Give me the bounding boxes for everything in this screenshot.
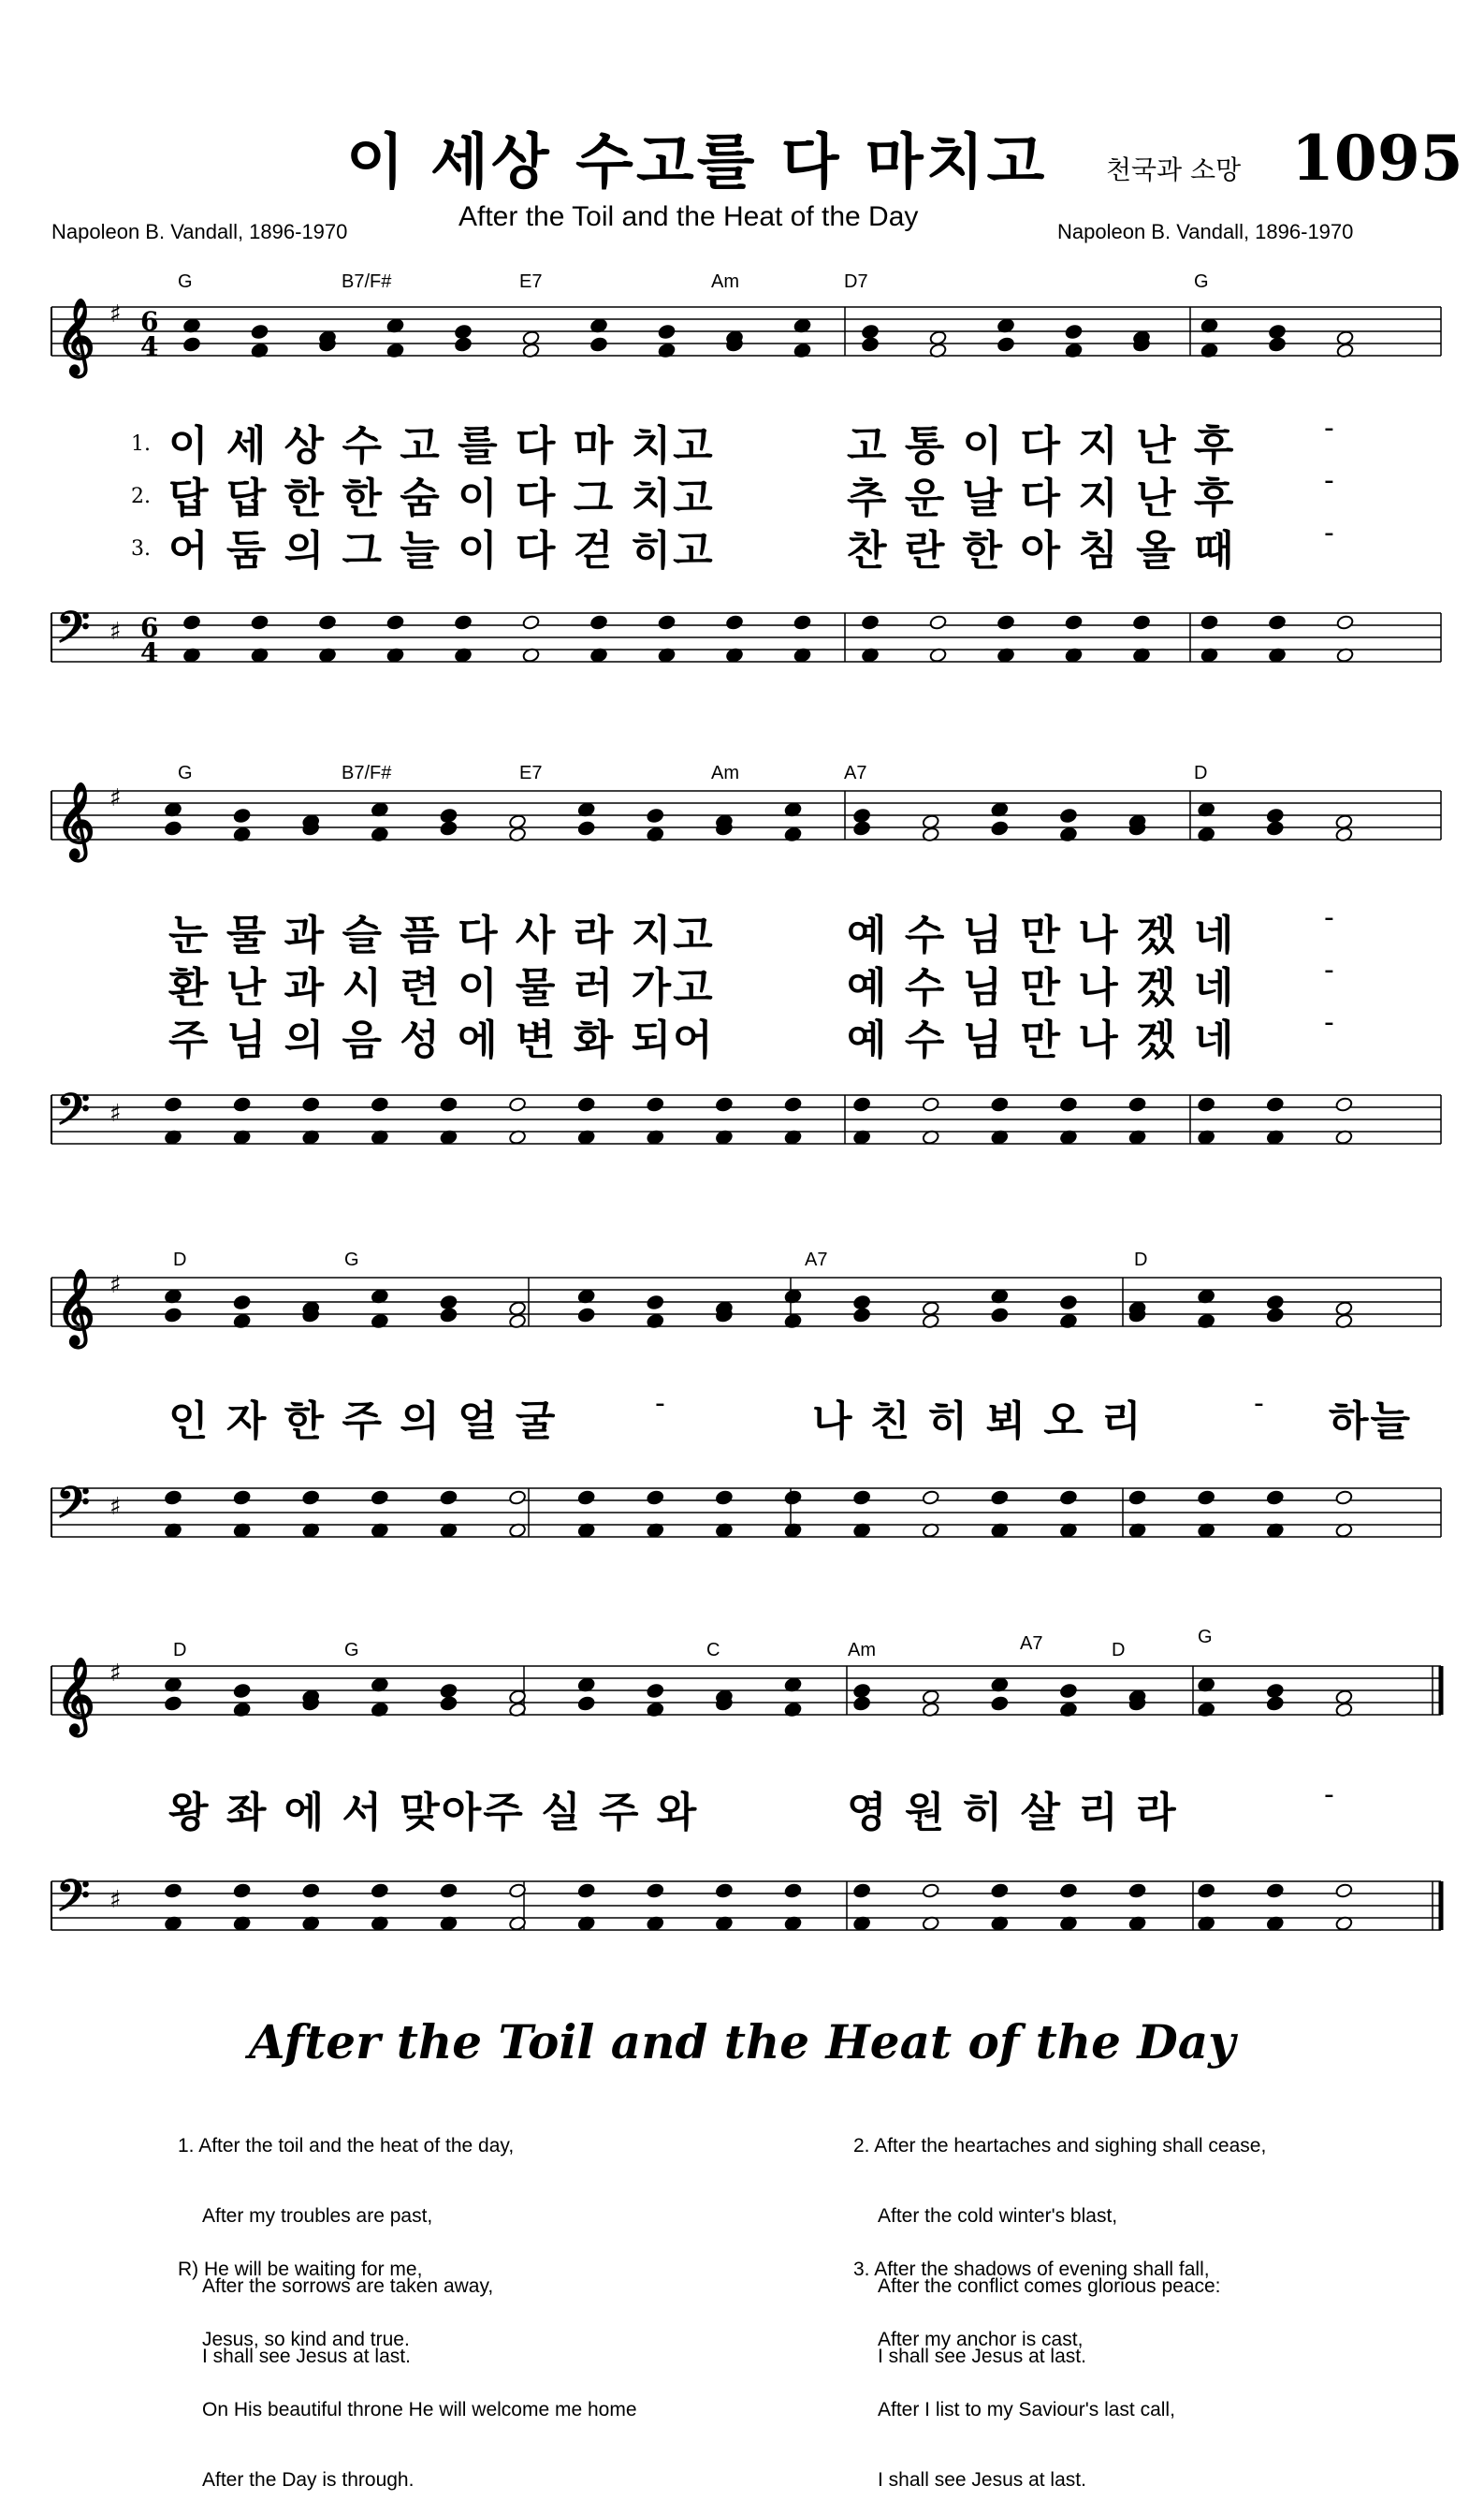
note-head	[1266, 808, 1284, 824]
note-head	[991, 1097, 1009, 1113]
note-head	[922, 1490, 939, 1506]
note-head	[1266, 1683, 1284, 1699]
note-head	[861, 615, 879, 631]
note-head	[853, 1696, 871, 1712]
note-head	[440, 1490, 458, 1506]
note-head	[164, 1490, 182, 1506]
note-head	[233, 1490, 251, 1506]
verse-line: 3. After the shadows of evening shall fall,	[853, 2259, 1210, 2280]
note-head	[454, 324, 472, 340]
chord-symbol: G	[344, 1640, 359, 1660]
note-head	[440, 1294, 458, 1310]
lyric-dash: -	[1324, 517, 1336, 549]
note-head	[1198, 1883, 1215, 1899]
note-head	[371, 1097, 388, 1113]
lyric-dash: -	[1324, 464, 1336, 497]
note-head	[1198, 1097, 1215, 1113]
note-head	[508, 1490, 526, 1506]
note-head	[991, 821, 1009, 837]
note-head	[1128, 1883, 1146, 1899]
note-head	[302, 1883, 320, 1899]
verse-line: I shall see Jesus at last.	[878, 2469, 1086, 2491]
note-head	[440, 1308, 458, 1323]
note-head	[922, 1883, 939, 1899]
english-refrain	[178, 2211, 637, 2515]
sharp-icon: ♯	[109, 300, 122, 329]
note-head	[233, 1883, 251, 1899]
note-head	[577, 1490, 595, 1506]
note-head	[784, 1097, 802, 1113]
time-signature-bottom: 4	[140, 637, 159, 668]
note-head	[929, 615, 947, 631]
verse-number: 1.	[131, 432, 151, 456]
lyric-dash: -	[1254, 1387, 1266, 1420]
note-head	[922, 1097, 939, 1113]
note-head	[853, 1097, 871, 1113]
chord-symbol: G	[178, 763, 193, 783]
verse-line: After the conflict comes glorious peace:	[878, 2275, 1221, 2297]
chord-symbol: Am	[848, 1640, 876, 1660]
chord-symbol: G	[344, 1250, 359, 1270]
treble-clef-icon: 𝄞	[56, 1268, 95, 1345]
lyric-dash: -	[1324, 1006, 1336, 1039]
verse-line: After my troubles are past,	[202, 2205, 433, 2227]
note-head	[861, 324, 879, 340]
verse-line: After the sorrows are taken away,	[202, 2275, 494, 2297]
note-head	[1266, 1308, 1284, 1323]
time-signature-bottom: 4	[140, 331, 159, 362]
note-head	[647, 808, 664, 824]
note-head	[1059, 1683, 1077, 1699]
note-head	[371, 1883, 388, 1899]
lyric-line: 예 수 님 만 나 겠 네	[847, 912, 1236, 959]
note-head	[1059, 1097, 1077, 1113]
note-head	[1266, 1490, 1284, 1506]
note-head	[577, 1308, 595, 1323]
time-signature-top: 6	[140, 306, 159, 337]
note-head	[1059, 1490, 1077, 1506]
verse-line: After my anchor is cast,	[878, 2329, 1084, 2350]
sharp-icon: ♯	[109, 618, 122, 646]
note-head	[577, 1883, 595, 1899]
treble-clef-icon: 𝄞	[56, 782, 95, 858]
lyric-dash: -	[655, 1387, 667, 1420]
note-head	[251, 615, 269, 631]
note-head	[1059, 1883, 1077, 1899]
note-head	[440, 1883, 458, 1899]
note-head	[577, 821, 595, 837]
note-head	[508, 1097, 526, 1113]
verse-line: After the cold winter's blast,	[878, 2205, 1118, 2227]
verse-line: On His beautiful throne He will welcome me home	[202, 2399, 637, 2420]
note-head	[853, 1294, 871, 1310]
note-head	[251, 324, 269, 340]
note-head	[302, 1490, 320, 1506]
lyric-line: 환 난 과 시 련 이 물 러 가고	[168, 964, 715, 1012]
chord-symbol: B7/F#	[342, 763, 392, 783]
note-head	[647, 1294, 664, 1310]
sharp-icon: ♯	[109, 784, 122, 812]
chord-symbol: A7	[1020, 1633, 1043, 1654]
note-head	[1266, 1097, 1284, 1113]
chord-symbol: A7	[805, 1250, 828, 1270]
sharp-icon: ♯	[109, 1100, 122, 1128]
note-head	[233, 1294, 251, 1310]
note-head	[853, 1308, 871, 1323]
note-head	[715, 1490, 733, 1506]
note-head	[522, 615, 540, 631]
verse-line: 1. After the toil and the heat of the day,	[178, 2135, 515, 2157]
note-head	[853, 1683, 871, 1699]
note-head	[1128, 1490, 1146, 1506]
bass-clef-icon: 𝄢	[56, 1085, 91, 1146]
note-head	[725, 615, 743, 631]
note-head	[577, 1696, 595, 1712]
note-head	[440, 1696, 458, 1712]
english-title: After the Toil and the Heat of the Day	[248, 2014, 1236, 2069]
lyric-dash: -	[1324, 1778, 1336, 1811]
verse-number: 3.	[131, 537, 151, 561]
note-head	[589, 337, 607, 353]
lyric-line: 이 세 상 수 고 를 다 마 치고	[168, 422, 715, 470]
chord-symbol: D	[173, 1640, 187, 1660]
note-head	[1336, 615, 1354, 631]
note-head	[182, 337, 200, 353]
lyric-line: 예 수 님 만 나 겠 네	[847, 964, 1236, 1012]
note-head	[647, 1683, 664, 1699]
note-head	[1198, 1490, 1215, 1506]
treble-clef-icon: 𝄞	[56, 298, 95, 374]
chord-symbol: D	[1134, 1250, 1148, 1270]
chord-symbol: Am	[711, 271, 739, 292]
chord-symbol: G	[1198, 1627, 1213, 1647]
lyric-line: 영 원 히 살 리 라	[847, 1789, 1178, 1836]
chord-symbol: G	[178, 271, 193, 292]
credit-left: Napoleon B. Vandall, 1896-1970	[51, 220, 348, 243]
note-head	[1268, 324, 1286, 340]
chord-symbol: D	[173, 1250, 187, 1270]
note-head	[853, 821, 871, 837]
chord-symbol: D	[1112, 1640, 1126, 1660]
lyric-line: 찬 란 한 아 침 올 때	[847, 527, 1236, 575]
note-head	[784, 1883, 802, 1899]
note-head	[164, 1097, 182, 1113]
note-head	[182, 615, 200, 631]
note-head	[793, 615, 811, 631]
lyric-dash: -	[1324, 901, 1336, 934]
verse-line: After the Day is through.	[202, 2469, 415, 2491]
note-head	[647, 1490, 664, 1506]
note-head	[853, 1490, 871, 1506]
verse-line: R) He will be waiting for me,	[178, 2259, 423, 2280]
note-head	[647, 1097, 664, 1113]
note-head	[386, 615, 404, 631]
lyric-line: 추 운 날 다 지 난 후	[847, 475, 1236, 522]
note-head	[853, 1883, 871, 1899]
note-head	[647, 1883, 664, 1899]
chord-symbol: E7	[519, 271, 543, 292]
sharp-icon: ♯	[109, 1493, 122, 1521]
note-head	[1059, 1294, 1077, 1310]
bass-clef-icon: 𝄢	[56, 603, 91, 664]
note-head	[454, 337, 472, 353]
note-head	[861, 337, 879, 353]
note-head	[991, 1883, 1009, 1899]
note-head	[164, 821, 182, 837]
note-head	[233, 1683, 251, 1699]
lyric-line: 왕 좌 에 서 맞아주 실 주 와	[168, 1789, 699, 1836]
chord-symbol: D7	[844, 271, 868, 292]
chord-symbol: D	[1194, 763, 1208, 783]
note-head	[371, 1490, 388, 1506]
note-head	[991, 1308, 1009, 1323]
note-head	[1065, 324, 1083, 340]
note-head	[1335, 1490, 1353, 1506]
note-head	[997, 337, 1014, 353]
credit-right: Napoleon B. Vandall, 1896-1970	[1057, 220, 1354, 243]
hymn-number: 1095	[1291, 122, 1463, 195]
note-head	[784, 1490, 802, 1506]
note-head	[589, 615, 607, 631]
note-head	[233, 1097, 251, 1113]
note-head	[577, 1097, 595, 1113]
note-head	[715, 1883, 733, 1899]
lyric-line: 눈 물 과 슬 픔 다 사 라 지고	[168, 912, 715, 959]
bass-clef-icon: 𝄢	[56, 1871, 91, 1932]
note-head	[991, 1696, 1009, 1712]
note-head	[997, 615, 1014, 631]
note-head	[658, 615, 676, 631]
note-head	[1065, 615, 1083, 631]
note-head	[1266, 1294, 1284, 1310]
lyric-line: 답 답 한 한 숨 이 다 그 치고	[168, 475, 715, 522]
verse-line: I shall see Jesus at last.	[878, 2346, 1086, 2367]
lyric-line: 어 둠 의 그 늘 이 다 걷 히고	[168, 527, 715, 575]
chord-symbol: G	[1194, 271, 1209, 292]
note-head	[454, 615, 472, 631]
lyric-dash: -	[1324, 954, 1336, 987]
sharp-icon: ♯	[109, 1886, 122, 1914]
lyric-line: 고 통 이 다 지 난 후	[847, 422, 1236, 470]
treble-clef-icon: 𝄞	[56, 1657, 95, 1733]
note-head	[233, 808, 251, 824]
chord-symbol: C	[706, 1640, 720, 1660]
note-head	[1335, 1097, 1353, 1113]
note-head	[318, 615, 336, 631]
note-head	[302, 1097, 320, 1113]
note-head	[1132, 615, 1150, 631]
bass-clef-icon: 𝄢	[56, 1478, 91, 1539]
note-head	[1059, 808, 1077, 824]
note-head	[440, 1097, 458, 1113]
lyric-line: 나 친 히 뵈 오 리	[812, 1397, 1143, 1445]
lyric-dash: -	[1324, 412, 1336, 445]
note-head	[164, 1883, 182, 1899]
lyric-line: 인 자 한 주 의 얼 굴	[168, 1397, 558, 1445]
note-head	[1128, 1097, 1146, 1113]
note-head	[1266, 1883, 1284, 1899]
note-head	[1266, 1696, 1284, 1712]
sharp-icon: ♯	[109, 1271, 122, 1299]
english-subtitle: After the Toil and the Heat of the Day	[458, 201, 919, 232]
note-head	[1266, 821, 1284, 837]
category-label: 천국과 소망	[1106, 154, 1242, 185]
note-head	[1335, 1883, 1353, 1899]
note-head	[853, 808, 871, 824]
time-signature-top: 6	[140, 612, 159, 643]
verse-line: I shall see Jesus at last.	[202, 2346, 411, 2367]
note-head	[164, 1696, 182, 1712]
note-head	[440, 808, 458, 824]
sharp-icon: ♯	[109, 1660, 122, 1688]
verse-number: 2.	[131, 485, 151, 508]
chord-symbol: E7	[519, 763, 543, 783]
verse-line: Jesus, so kind and true.	[202, 2329, 410, 2350]
chord-symbol: B7/F#	[342, 271, 392, 292]
verse-line: After I list to my Saviour's last call,	[878, 2399, 1175, 2420]
note-head	[1268, 337, 1286, 353]
note-head	[164, 1308, 182, 1323]
note-head	[440, 1683, 458, 1699]
chord-symbol: Am	[711, 763, 739, 783]
note-head	[1200, 615, 1218, 631]
note-head	[440, 821, 458, 837]
note-head	[1268, 615, 1286, 631]
lyric-line: 주 님 의 음 성 에 변 화 되어	[168, 1016, 715, 1064]
page-title: 이 세상 수고를 다 마치고	[346, 128, 1048, 197]
verse-line: 2. After the heartaches and sighing shall cease,	[853, 2135, 1267, 2157]
english-verse-3	[853, 2211, 1210, 2515]
note-head	[715, 1097, 733, 1113]
chord-symbol: A7	[844, 763, 867, 783]
lyric-line: 예 수 님 만 나 겠 네	[847, 1016, 1236, 1064]
note-head	[991, 1490, 1009, 1506]
note-head	[658, 324, 676, 340]
lyric-line: 하늘	[1329, 1397, 1413, 1445]
